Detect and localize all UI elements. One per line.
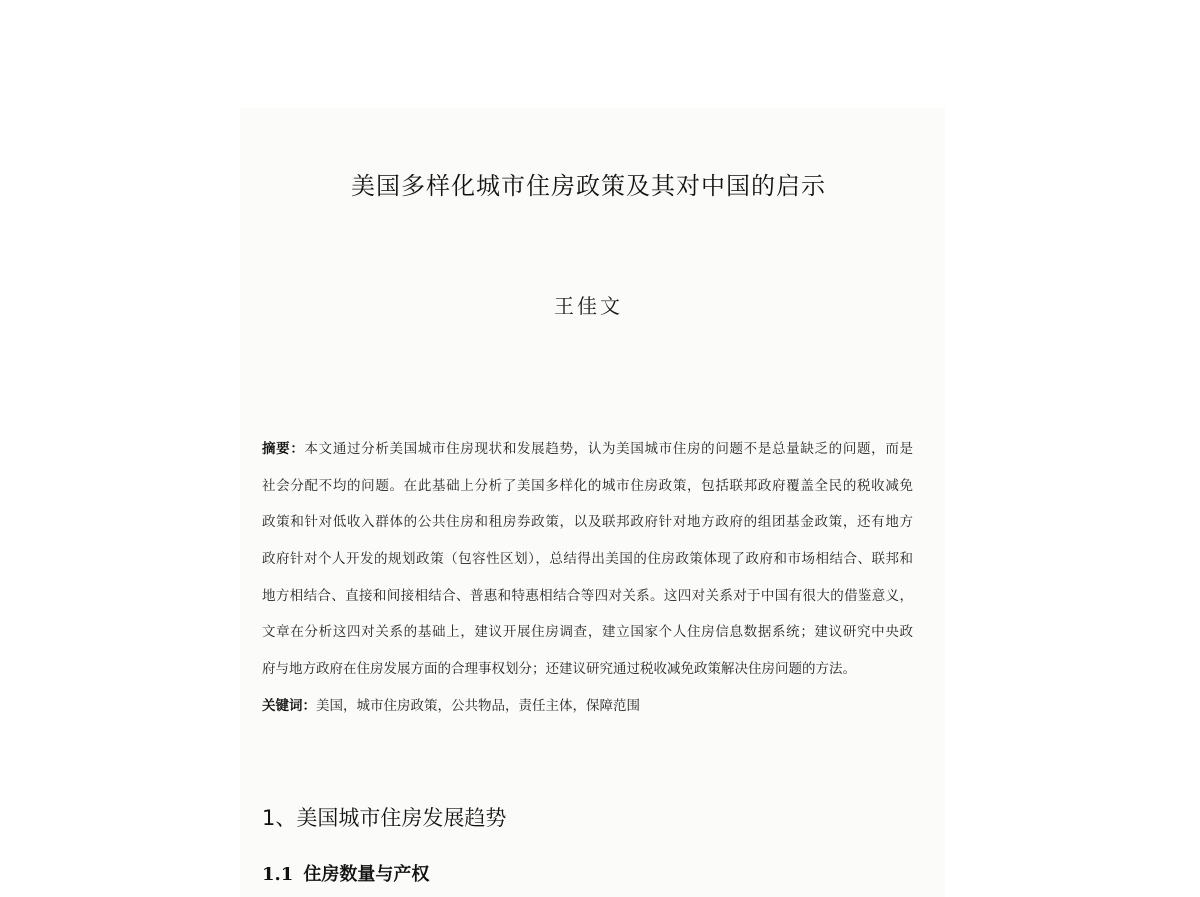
subsection-number: 1.1 <box>262 864 294 885</box>
abstract-line: 府与地方政府在住房发展方面的合理事权划分；还建议研究通过税收减免政策解决住房问题的方法。 <box>262 661 856 678</box>
subsection-heading <box>262 864 429 886</box>
abstract-line: 政府针对个人开发的规划政策（包容性区划），总结得出美国的住房政策体现了政府和市场相结合、联邦和 <box>262 551 913 568</box>
paper-author: 王佳文 <box>554 294 623 318</box>
section-number: 1、 <box>262 806 297 830</box>
keywords-label: 关键词： <box>262 697 316 714</box>
abstract-line: 社会分配不均的问题。在此基础上分析了美国多样化的城市住房政策，包括联邦政府覆盖全民的税收减免 <box>262 477 913 494</box>
abstract-text: 本文通过分析美国城市住房现状和发展趋势，认为美国城市住房的问题不是总量缺乏的问题，而是 <box>304 441 913 457</box>
abstract-line: 地方相结合、直接和间接相结合、普惠和特惠相结合等四对关系。这四对关系对于中国有很大的借鉴意义， <box>262 587 913 604</box>
abstract-label: 摘要： <box>262 441 305 457</box>
keywords-line <box>262 688 913 725</box>
keywords-text: 美国，城市住房政策，公共物品，责任主体，保障范围 <box>316 697 640 714</box>
section-heading <box>262 805 506 831</box>
paper-title: 美国多样化城市住房政策及其对中国的启示 <box>351 172 826 200</box>
section-title: 美国城市住房发展趋势 <box>296 806 507 830</box>
abstract-line: 政策和针对低收入群体的公共住房和租房券政策，以及联邦政府针对地方政府的组团基金政策，还有地方 <box>262 514 913 531</box>
abstract-line <box>262 431 913 468</box>
abstract-block <box>262 431 913 725</box>
abstract-line: 文章在分析这四对关系的基础上，建议开展住房调查，建立国家个人住房信息数据系统；建议研究中央政 <box>262 624 913 641</box>
subsection-title: 住房数量与产权 <box>303 864 430 885</box>
